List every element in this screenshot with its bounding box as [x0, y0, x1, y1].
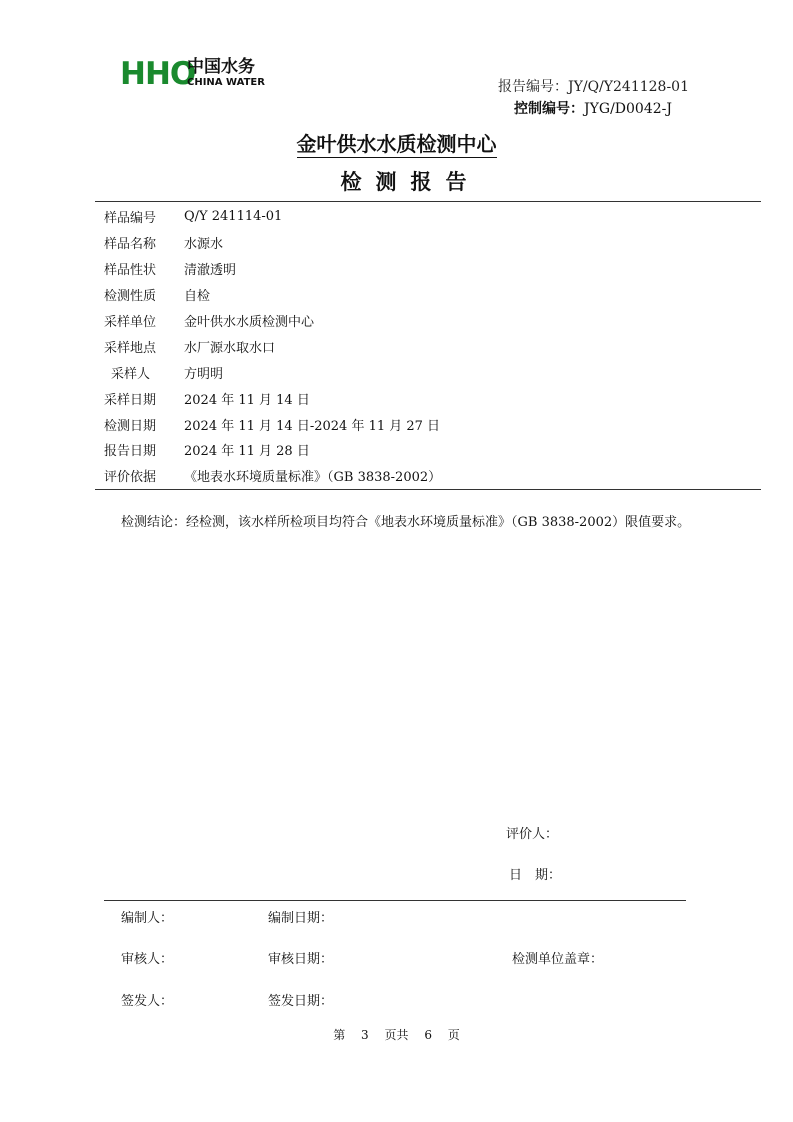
- info-value: 自检: [184, 289, 211, 305]
- info-row: [104, 463, 744, 489]
- organization-title-text: 金叶供水水质检测中心: [296, 132, 497, 156]
- review-date-label: 审核日期：: [268, 952, 334, 967]
- report-number-value: JY/Q/Y241128-01: [568, 79, 689, 95]
- sample-info-table: [104, 204, 744, 489]
- info-label: 采样单位: [104, 315, 157, 330]
- organization-title: [0, 128, 793, 157]
- info-row: [104, 385, 744, 411]
- reviewer-label: 审核人：: [121, 952, 174, 967]
- report-number: [498, 76, 689, 96]
- info-row: [104, 308, 744, 334]
- info-value: 水厂源水取水口: [184, 340, 276, 356]
- info-label: 检测性质: [104, 289, 157, 305]
- info-label: 报告日期: [104, 444, 157, 460]
- document-title: 检测报告: [340, 170, 481, 194]
- control-number-value: JYG/D0042-J: [584, 101, 672, 117]
- info-label: 采样人: [111, 366, 151, 382]
- top-divider: [95, 201, 761, 202]
- evaluation-date-label: 日 期：: [509, 868, 562, 883]
- report-number-label: 报告编号：: [498, 79, 568, 95]
- control-number: [514, 98, 672, 118]
- info-label: 检测日期: [104, 418, 157, 434]
- table-bottom-divider: [95, 489, 761, 490]
- info-value: 方明明: [184, 366, 224, 382]
- info-row: [104, 282, 744, 308]
- info-value: 2024 年 11 月 14 日: [184, 392, 310, 408]
- info-value: 金叶供水水质检测中心: [184, 315, 315, 330]
- info-row: [104, 359, 744, 385]
- info-value: 《地表水环境质量标准》（GB 3838-2002）: [184, 470, 442, 486]
- test-conclusion: 检测结论：经检测，该水样所检项目均符合《地表水环境质量标准》（GB 3838-2002）限值要求。: [121, 515, 691, 530]
- info-label: 采样日期: [104, 392, 157, 408]
- info-label: 样品编号: [104, 211, 157, 227]
- info-label: 评价依据: [104, 470, 157, 486]
- info-row: [104, 256, 744, 282]
- info-label: 样品名称: [104, 237, 157, 253]
- issuer-label: 签发人：: [121, 994, 174, 1009]
- info-row: [104, 437, 744, 463]
- seal-label: 检测单位盖章：: [512, 952, 604, 967]
- info-value: Q/Y 241114-01: [184, 209, 283, 225]
- issue-date-label: 签发日期：: [268, 994, 334, 1009]
- info-row: [104, 204, 744, 230]
- info-row: [104, 333, 744, 359]
- info-value: 2024 年 11 月 14 日-2024 年 11 月 27 日: [184, 418, 441, 434]
- evaluator-label: 评价人：: [506, 827, 559, 842]
- info-label: 采样地点: [104, 340, 157, 356]
- info-value: 2024 年 11 月 28 日: [184, 444, 310, 460]
- info-row: [104, 230, 744, 256]
- info-row: [104, 411, 744, 437]
- info-label: 样品性状: [104, 263, 157, 279]
- compiler-label: 编制人：: [121, 911, 174, 926]
- company-logo: [120, 56, 270, 92]
- signature-divider: [104, 900, 686, 901]
- compile-date-label: 编制日期：: [268, 911, 334, 926]
- info-value: 水源水: [184, 237, 224, 253]
- info-value: 清澈透明: [184, 263, 237, 279]
- logo-mark: HHO: [120, 56, 196, 92]
- control-number-label: 控制编号：: [514, 101, 585, 117]
- page-number: 第 3 页共 6 页: [333, 1028, 460, 1042]
- logo-english-name: CHINA WATER: [187, 77, 265, 88]
- logo-chinese-name: 中国水务: [187, 57, 255, 77]
